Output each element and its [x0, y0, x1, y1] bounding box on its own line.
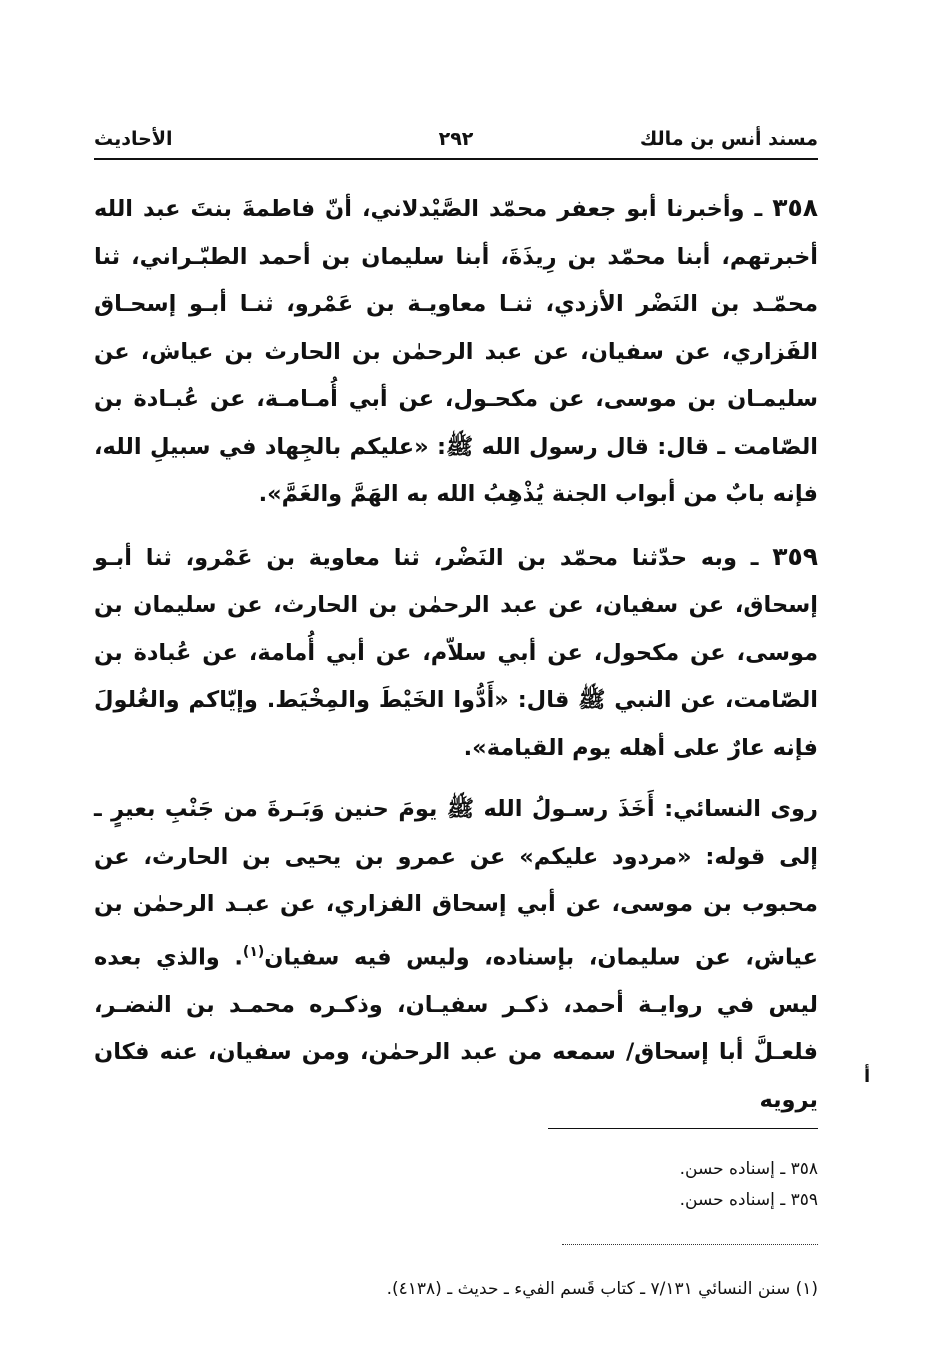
hadith-359: [94, 533, 818, 773]
note-item: ٣٥٨ ـ إسناده حسن.: [679, 1159, 818, 1179]
hadith-number: ٣٥٨: [772, 193, 818, 222]
footnote-reference: (١): [242, 943, 265, 960]
hadith-text: ـ وأخبرنا أبو جعفر محمّد الصَّيْدلاني، أنّ فاطمةَ بنتَ عبد الله أخبرتهم، أبنا محمّد بن رِيذَةَ، أبنا سليمان بن أحمد الطبّـراني، ثنا محمّـد بن النَضْر الأزدي، ثنـا معاويـة بن عَمْرو، ثنـا أبـو إسحـاق الفَزاري، عن سفيان، عن عبد الرحمٰن بن الحارث بن عياش، عن سليمـان بن موسى، عن مكحـول، عن أبي أُمـامـة، عن عُبـادة بن الصّامت ـ قال: قال رسول الله ﷺ: «عليكم بالجِهاد في سبيلِ الله، فإنه بابٌ من أبواب الجنة يُذْهِبُ الله به الهَمَّ والغَمَّ».: [94, 196, 818, 507]
hadith-number: ٣٥٩: [772, 541, 818, 571]
footnote-separator: [562, 1244, 818, 1245]
hadith-text: ـ وبه حدّثنا محمّد بن النَضْر، ثنا معاوية بن عَمْرو، ثنا أبـو إسحاق، عن سفيان، عن عبد الرحمٰن بن الحارث، عن سليمان بن موسى، عن مكحول، عن أبي سلاّم، عن أبي أُمامة، عن عُبادة بن الصّامت، عن النبي ﷺ قال: «أَدُّوا الخَيْطَ والمِخْيَط. وإيّاكم والغُلولَ فإنه عارٌ على أهله يوم القيامة».: [94, 544, 818, 761]
notes-separator: [548, 1128, 818, 1129]
main-text: [94, 184, 818, 1124]
page-number: ٢٩٢: [438, 128, 474, 150]
note-item: ٣٥٩ ـ إسناده حسن.: [679, 1190, 818, 1210]
section-title: الأحاديث: [94, 128, 173, 150]
commentary-text-continued: . والذي بعده ليس في روايـة أحمد، ذكـر سفيـان، وذكـره محمـد بن النضـر، فلعـلَّ أبا إسحاق/ سمعه من عبد الرحمٰن، ومن سفيان، عنه فكان يرويه: [94, 944, 818, 1113]
commentary-paragraph: [94, 786, 818, 1124]
commentary-text: روى النسائي: أَخَذَ رسـولُ الله ﷺ يومَ حنين وَبَـرةَ من جَنْبِ بعيرٍ ـ إلى قوله: «مردود عليكم» عن عمرو بن يحيى بن الحارث، عن محبوب بن موسى، عن أبي إسحاق الفزاري، عن عبـد الرحمٰن بن عياش، عن سليمان، بإسناده، وليس فيه سفيان: [94, 796, 818, 970]
book-title: مسند أنس بن مالك: [639, 128, 818, 150]
running-header: [94, 118, 818, 160]
grading-notes: [94, 1154, 818, 1216]
hadith-358: [94, 184, 818, 519]
margin-marker: أ: [864, 1066, 871, 1087]
footnote: (١) سنن النسائي ٧/١٣١ ـ كتاب قَسم الفيء ـ حديث ـ (٤١٣٨).: [386, 1279, 818, 1299]
